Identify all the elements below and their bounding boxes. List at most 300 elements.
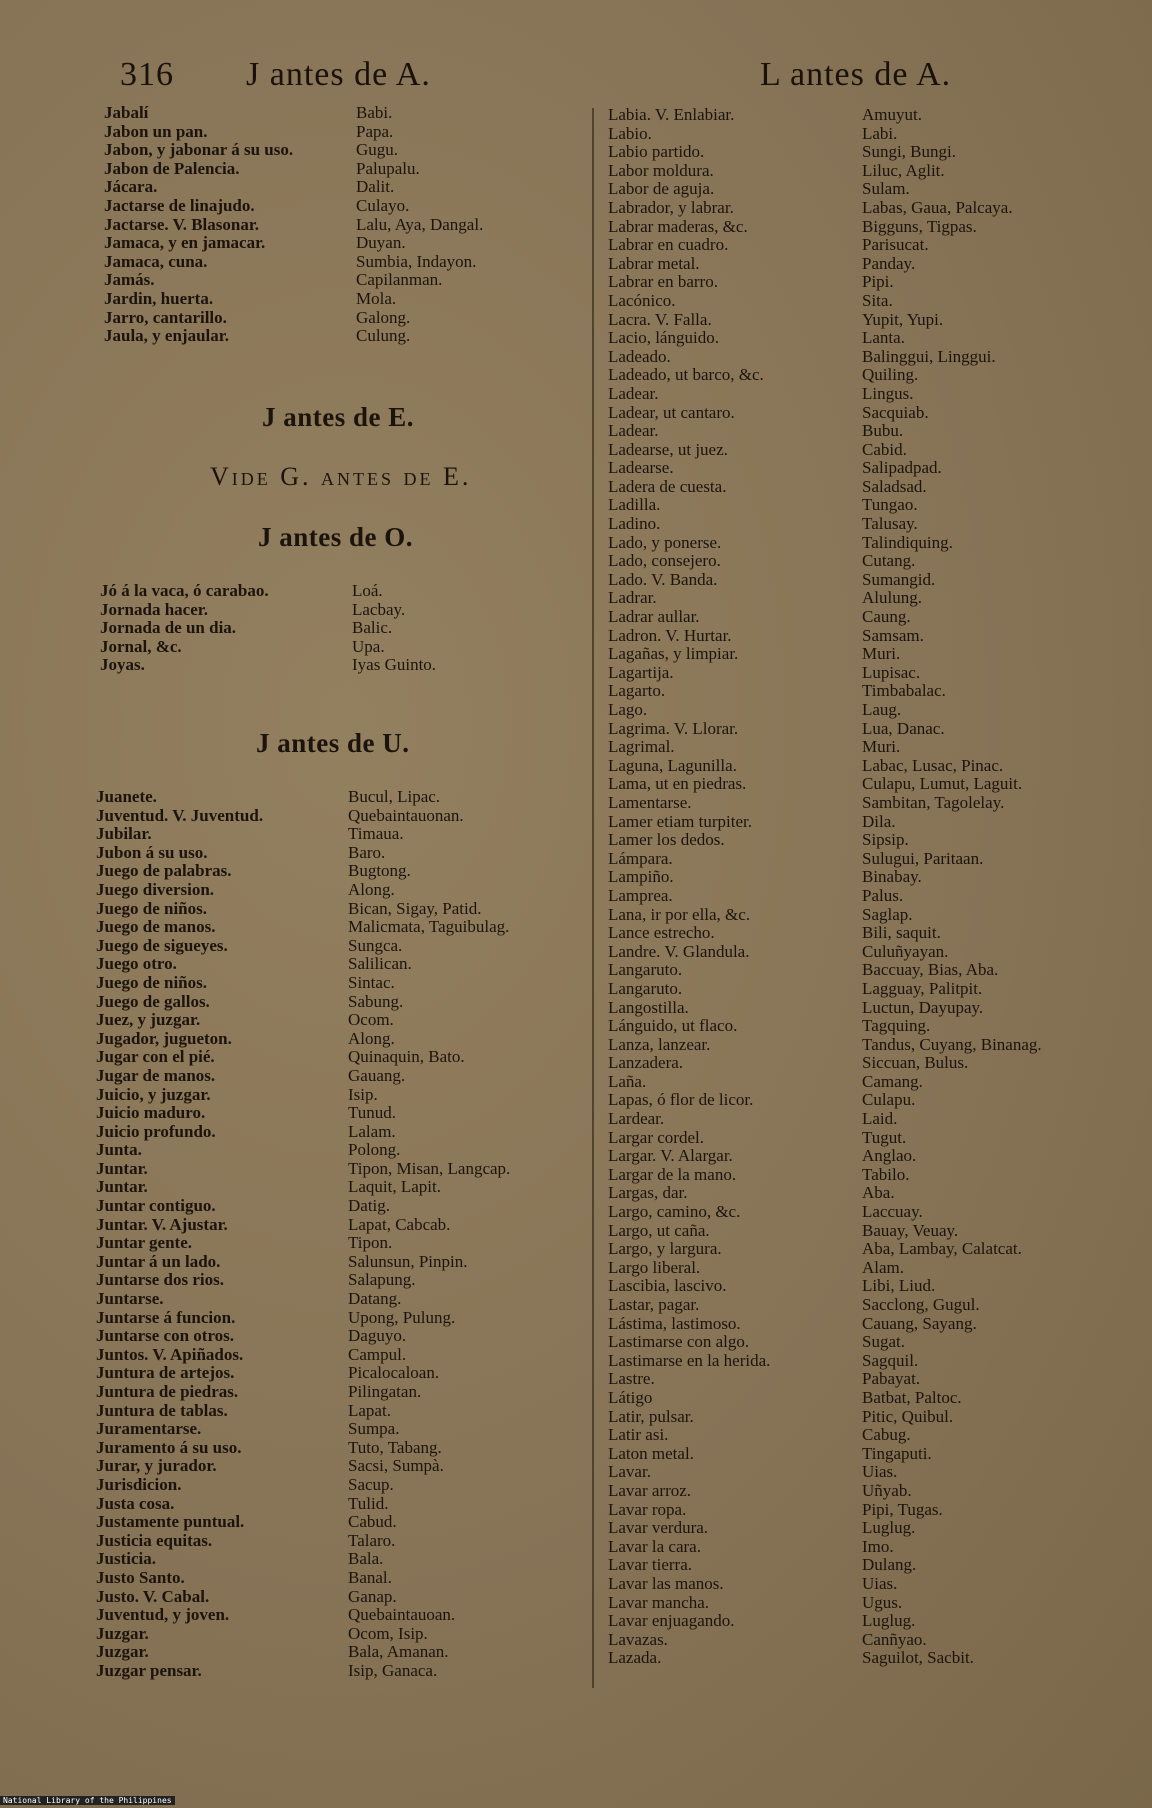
spanish-term: Lardear. [608,1110,665,1129]
native-translation: Along. [348,1029,395,1048]
spanish-term: Juicio, y juzgar. [96,1085,211,1104]
dictionary-entry [96,1606,510,1625]
dictionary-entry [96,881,510,900]
dictionary-entry [608,813,1042,832]
native-translation: Uñyab. [862,1481,912,1500]
dictionary-entry [608,1315,1042,1334]
spanish-term: Latir asi. [608,1426,669,1445]
dictionary-entry [608,738,1042,757]
dictionary-entry [96,1513,510,1532]
dictionary-entry [608,515,1042,534]
native-translation: Imo. [862,1537,894,1556]
native-translation: Anglao. [862,1147,917,1166]
spanish-term: Jornal, &c. [100,637,182,656]
dictionary-entry [608,366,1042,385]
dictionary-entry [608,999,1042,1018]
native-translation: Sumbia, Indayon. [356,252,477,271]
spanish-term: Junta. [96,1141,142,1160]
dictionary-entry [96,807,510,826]
dictionary-entry [96,1439,510,1458]
native-translation: Quebaintauonan. [348,806,464,825]
native-translation: Lapat, Cabcab. [348,1215,451,1234]
native-translation: Sungi, Bungi. [862,143,956,162]
native-translation: Muri. [862,738,901,757]
native-translation: Sacup. [348,1475,394,1494]
native-translation: Datig. [348,1197,391,1216]
dictionary-entry [96,937,510,956]
spanish-term: Juego diversion. [96,880,215,899]
dictionary-entry [104,141,483,160]
spanish-term: Justo Santo. [96,1568,185,1587]
spanish-term: Lamprea. [608,886,673,905]
native-translation: Bili, saquit. [862,924,941,943]
spanish-term: Lagarto. [608,682,666,701]
dictionary-entry [96,1532,510,1551]
native-translation: Sungca. [348,936,403,955]
native-translation: Iyas Guinto. [352,656,437,675]
dictionary-entry [608,1129,1042,1148]
dictionary-entry [608,404,1042,423]
native-translation: Batbat, Paltoc. [862,1388,962,1407]
dictionary-entry [608,794,1042,813]
spanish-term: Ladearse, ut juez. [608,440,728,459]
dictionary-entry [608,1408,1042,1427]
native-translation: Lupisac. [862,663,921,682]
dictionary-entry [96,1457,510,1476]
spanish-term: Ladrar. [608,589,657,608]
dictionary-entry [96,1364,510,1383]
native-translation: Sulugui, Paritaan. [862,849,984,868]
native-translation: Timbabalac. [862,682,946,701]
native-translation: Sulam. [862,180,910,199]
spanish-term: Lavar las manos. [608,1574,724,1593]
dictionary-entry [100,582,436,601]
spanish-term: Justa cosa. [96,1494,175,1513]
spanish-term: Juego otro. [96,955,177,974]
native-translation: Palupalu. [356,159,420,178]
spanish-term: Largar. V. Alargar. [608,1147,733,1166]
dictionary-entry [96,1625,510,1644]
dictionary-entry [608,1166,1042,1185]
section-j-a-entries [104,104,483,346]
spanish-term: Jabalí [104,104,149,122]
spanish-term: Ladrar aullar. [608,608,700,627]
spanish-term: Largo, ut caña. [608,1221,710,1240]
spanish-term: Juntarse. [96,1290,164,1309]
native-translation: Sita. [862,291,893,310]
native-translation: Panday. [862,254,916,273]
native-translation: Tingaputi. [862,1444,932,1463]
native-translation: Lagguay, Palitpit. [862,979,983,998]
dictionary-entry [104,327,483,346]
spanish-term: Juego de manos. [96,918,216,937]
dictionary-entry [608,329,1042,348]
dictionary-entry [96,1402,510,1421]
dictionary-entry [608,534,1042,553]
spanish-term: Jardin, huerta. [104,289,214,308]
native-translation: Liluc, Aglit. [862,161,945,180]
spanish-term: Lámpara. [608,849,673,868]
native-translation: Lalu, Aya, Dangal. [356,215,484,234]
native-translation: Lua, Danac. [862,719,945,738]
spanish-term: Lavazas. [608,1630,668,1649]
native-translation: Gugu. [356,141,399,160]
native-translation: Saladsad. [862,477,927,496]
native-translation: Luctun, Dayupay. [862,998,984,1017]
spanish-term: Juntar. [96,1178,148,1197]
native-translation: Muri. [862,645,901,664]
dictionary-entry [608,348,1042,367]
dictionary-entry [100,601,436,620]
native-translation: Talaro. [348,1531,396,1550]
dictionary-entry [96,1346,510,1365]
dictionary-entry [608,255,1042,274]
spanish-term: Laton metal. [608,1444,694,1463]
spanish-term: Juntarse dos rios. [96,1271,224,1290]
section-title-j-e: J antes de E. [262,402,415,432]
spanish-term: Lavar enjuagando. [608,1612,735,1631]
spanish-term: Lacra. V. Falla. [608,310,712,329]
section-j-u-entries [96,788,510,1681]
spanish-term: Lado, consejero. [608,552,721,571]
spanish-term: Laña. [608,1072,647,1091]
native-translation: Dalit. [356,178,395,197]
spanish-term: Justicia equitas. [96,1531,213,1550]
spanish-term: Juntura de tablas. [96,1401,228,1420]
native-translation: Dulang. [862,1556,917,1575]
dictionary-entry [608,236,1042,255]
spanish-term: Lastimarse con algo. [608,1333,750,1352]
native-translation: Sagquil. [862,1351,919,1370]
native-translation: Sambitan, Tagolelay. [862,793,1005,812]
spanish-term: Juicio maduro. [96,1104,206,1123]
native-translation: Sumpa. [348,1420,400,1439]
dictionary-entry [96,1588,510,1607]
spanish-term: Lavar ropa. [608,1500,687,1519]
native-translation: Cabid. [862,440,907,459]
spanish-term: Labio partido. [608,143,705,162]
dictionary-entry [608,273,1042,292]
page-number: 316 [120,56,174,93]
native-translation: Sipsip. [862,831,909,850]
spanish-term: Lamer los dedos. [608,831,725,850]
spanish-term: Jugar con el pié. [96,1048,215,1067]
dictionary-entry [608,961,1042,980]
dictionary-entry [96,1290,510,1309]
spanish-term: Largar de la mano. [608,1165,737,1184]
spanish-term: Lavar tierra. [608,1556,692,1575]
spanish-term: Lavar. [608,1463,651,1482]
spanish-term: Jabon, y jabonar á su uso. [104,141,294,160]
spanish-term: Lamer etiam turpiter. [608,812,752,831]
dictionary-entry [608,125,1042,144]
native-translation: Baccuay, Bias, Aba. [862,961,999,980]
dictionary-entry [608,1091,1042,1110]
column-divider [592,108,594,1688]
native-translation: Banal. [348,1568,392,1587]
spanish-term: Jornada de un dia. [100,619,237,638]
dictionary-entry [608,1277,1042,1296]
dictionary-entry [96,1067,510,1086]
spanish-term: Juntarse con otros. [96,1327,235,1346]
spanish-term: Juzgar. [96,1624,149,1643]
spanish-term: Lacio, lánguido. [608,329,719,348]
native-translation: Tipon, Misan, Langcap. [348,1159,511,1178]
spanish-term: Juicio profundo. [96,1122,216,1141]
native-translation: Tabilo. [862,1165,910,1184]
dictionary-entry [96,862,510,881]
spanish-term: Lago. [608,701,648,719]
native-translation: Alulung. [862,589,922,608]
dictionary-entry [608,1482,1042,1501]
dictionary-entry [96,1383,510,1402]
dictionary-entry [608,1501,1042,1520]
spanish-term: Ladera de cuesta. [608,477,727,496]
native-translation: Laquit, Lapit. [348,1178,442,1197]
native-translation: Sugat. [862,1333,905,1352]
native-translation: Timaua. [348,825,404,844]
native-translation: Ganap. [348,1587,397,1606]
spanish-term: Lavar verdura. [608,1519,709,1538]
native-translation: Culayo. [356,196,410,215]
native-translation: Alam. [862,1258,905,1277]
spanish-term: Juego de niños. [96,973,207,992]
dictionary-entry [96,1178,510,1197]
dictionary-entry [608,720,1042,739]
dictionary-entry [96,788,510,807]
dictionary-entry [608,422,1042,441]
native-translation: Pilingatan. [348,1383,422,1401]
spanish-term: Lance estrecho. [608,924,715,943]
native-translation: Amuyut. [862,106,922,124]
spanish-term: Largo, y largura. [608,1240,722,1259]
native-translation: Baro. [348,843,386,862]
dictionary-entry [608,1352,1042,1371]
dictionary-entry [608,1184,1042,1203]
native-translation: Lapat. [348,1401,391,1420]
spanish-term: Lastar, pagar. [608,1296,700,1314]
spanish-term: Juego de gallos. [96,992,210,1011]
dictionary-entry [608,608,1042,627]
native-translation: Cauang, Sayang. [862,1314,977,1333]
native-translation: Daguyo. [348,1327,407,1346]
spanish-term: Largas, dar. [608,1184,688,1203]
spanish-term: Landre. V. Glandula. [608,942,750,961]
left-running-title: J antes de A. [246,56,431,93]
dictionary-entry [104,234,483,253]
spanish-term: Ladear. [608,384,659,403]
dictionary-entry [608,1538,1042,1557]
native-translation: Tandus, Cuyang, Binanag. [862,1035,1042,1054]
native-translation: Palus. [862,886,904,905]
spanish-term: Jamaca, cuna. [104,252,208,271]
spanish-term: Labrar en cuadro. [608,236,729,255]
dictionary-entry [608,199,1042,218]
native-translation: Luglug. [862,1612,916,1631]
spanish-term: Lagartija. [608,663,674,682]
native-translation: Sumangid. [862,570,936,589]
native-translation: Labi. [862,124,898,143]
spanish-term: Ladearse. [608,459,674,478]
native-translation: Salipadpad. [862,459,942,478]
spanish-term: Juanete. [96,788,157,806]
dictionary-entry [96,1569,510,1588]
dictionary-entry [96,844,510,863]
dictionary-entry [608,664,1042,683]
native-translation: Tipon. [348,1234,393,1253]
spanish-term: Juventud. V. Juventud. [96,806,264,825]
native-translation: Libi, Liud. [862,1277,936,1296]
dictionary-entry [608,1575,1042,1594]
spanish-term: Lavar mancha. [608,1593,709,1612]
dictionary-entry [100,619,436,638]
native-translation: Polong. [348,1141,401,1160]
native-translation: Bala, Amanan. [348,1643,449,1662]
dictionary-entry [608,1333,1042,1352]
native-translation: Salilican. [348,955,412,974]
spanish-term: Laguna, Lagunilla. [608,756,737,775]
native-translation: Tungao. [862,496,918,515]
native-translation: Datang. [348,1290,402,1309]
dictionary-entry [104,216,483,235]
native-translation: Isip, Ganaca. [348,1661,438,1680]
native-translation: Bican, Sigay, Patid. [348,899,482,918]
native-translation: Uias. [862,1463,898,1482]
spanish-term: Lastre. [608,1370,655,1389]
spanish-term: Juzgar pensar. [96,1661,202,1680]
native-translation: Tagquing. [862,1017,931,1036]
dictionary-entry [608,850,1042,869]
dictionary-entry [96,993,510,1012]
dictionary-entry [104,104,483,123]
native-translation: Tugut. [862,1128,907,1147]
native-translation: Gauang. [348,1066,406,1085]
dictionary-entry [96,1011,510,1030]
dictionary-entry [608,180,1042,199]
spanish-term: Lado. V. Banda. [608,570,718,589]
spanish-term: Juego de sigueyes. [96,936,228,955]
dictionary-entry [96,1253,510,1272]
spanish-term: Labrador, y labrar. [608,198,734,217]
spanish-term: Jubilar. [96,825,152,844]
spanish-term: Lana, ir por ella, &c. [608,905,751,924]
spanish-term: Langaruto. [608,961,683,980]
native-translation: Malicmata, Taguibulag. [348,918,510,937]
native-translation: Salunsun, Pinpin. [348,1252,468,1271]
spanish-term: Jácara. [104,178,158,197]
spanish-term: Jubon á su uso. [96,843,208,862]
native-translation: Laug. [862,701,902,719]
spanish-term: Lagañas, y limpiar. [608,645,739,664]
native-translation: Aba, Lambay, Calatcat. [862,1240,1022,1259]
native-translation: Pipi. [862,273,894,292]
spanish-term: Lavar arroz. [608,1481,692,1500]
native-translation: Talindiquing. [862,533,953,552]
spanish-term: Juntar gente. [96,1234,193,1253]
spanish-term: Lanzadera. [608,1054,684,1073]
native-translation: Tulid. [348,1494,389,1513]
section-j-o-entries [100,582,436,675]
spanish-term: Lástima, lastimoso. [608,1314,741,1333]
native-translation: Culung. [356,327,411,346]
native-translation: Sacquiab. [862,403,929,422]
dictionary-entry [96,1141,510,1160]
dictionary-entry [608,1054,1042,1073]
dictionary-entry [104,160,483,179]
spanish-term: Largo, camino, &c. [608,1203,741,1222]
dictionary-entry [96,1476,510,1495]
dictionary-entry [104,197,483,216]
native-translation: Laid. [862,1110,898,1129]
spanish-term: Labia. V. Enlabiar. [608,106,735,124]
dictionary-entry [608,1240,1042,1259]
spanish-term: Jabon un pan. [104,122,208,141]
dictionary-entry [608,1296,1042,1315]
spanish-term: Juntos. V. Apiñados. [96,1345,244,1364]
dictionary-entry [608,311,1042,330]
native-translation: Culapu. [862,1091,916,1110]
dictionary-entry [608,1631,1042,1650]
native-translation: Culuñyayan. [862,942,949,961]
spanish-term: Jurar, y jurador. [96,1457,217,1476]
dictionary-entry [96,1086,510,1105]
spanish-term: Jamás. [104,271,155,290]
dictionary-entry [608,1594,1042,1613]
native-translation: Ugus. [862,1593,903,1612]
native-translation: Bigguns, Tigpas. [862,217,977,236]
dictionary-entry [96,918,510,937]
native-translation: Cabud. [348,1513,397,1532]
native-translation: Upa. [352,637,385,656]
dictionary-entry [608,1519,1042,1538]
dictionary-entry [96,900,510,919]
spanish-term: Ladeado. [608,347,671,366]
section-note-j-e: Vide G. antes de E. [210,462,472,491]
spanish-term: Jabon de Palencia. [104,159,240,178]
spanish-term: Lacónico. [608,291,676,310]
native-translation: Pabayat. [862,1370,921,1389]
native-translation: Labac, Lusac, Pinac. [862,756,1004,775]
dictionary-entry [608,162,1042,181]
spanish-term: Juntura de artejos. [96,1364,235,1383]
spanish-term: Lagrima. V. Llorar. [608,719,739,738]
dictionary-entry [96,974,510,993]
native-translation: Sabung. [348,992,404,1011]
spanish-term: Jurisdicion. [96,1475,182,1494]
spanish-term: Lamentarse. [608,793,692,812]
dictionary-entry [608,943,1042,962]
dictionary-entry [608,292,1042,311]
dictionary-entry [96,1309,510,1328]
spanish-term: Lavar la cara. [608,1537,701,1556]
spanish-term: Labrar metal. [608,254,700,273]
spanish-term: Juventud, y joven. [96,1606,230,1625]
spanish-term: Lánguido, ut flaco. [608,1017,738,1036]
dictionary-entry [96,1030,510,1049]
dictionary-entry [608,1370,1042,1389]
dictionary-entry [608,831,1042,850]
native-translation: Picalocaloan. [348,1364,440,1383]
spanish-term: Langostilla. [608,998,689,1017]
native-translation: Lacbay. [352,600,406,619]
dictionary-entry [608,1259,1042,1278]
native-translation: Quebaintauoan. [348,1606,456,1625]
dictionary-entry [608,1073,1042,1092]
dictionary-entry [608,1203,1042,1222]
spanish-term: Juntar. V. Ajustar. [96,1215,228,1234]
spanish-term: Ladeado, ut barco, &c. [608,366,764,385]
native-translation: Along. [348,880,395,899]
